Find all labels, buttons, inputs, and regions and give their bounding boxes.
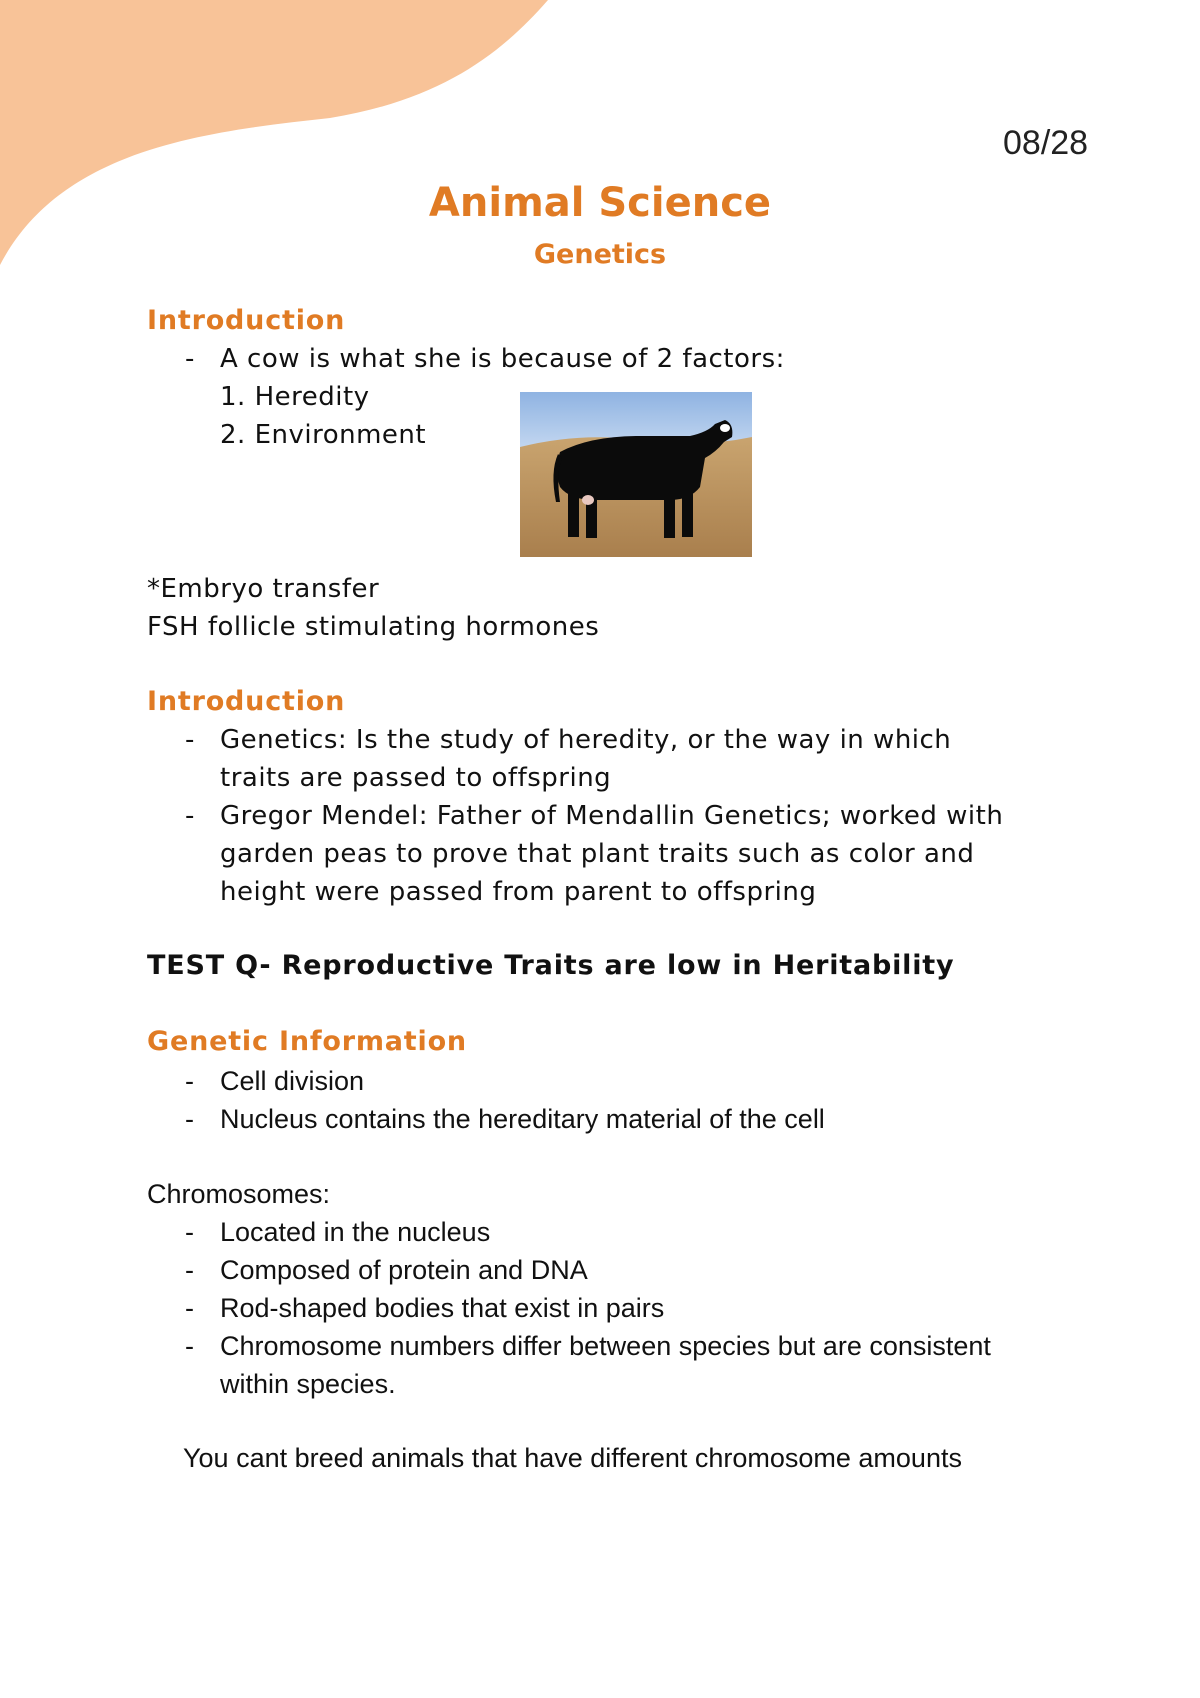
bullet-dash: -	[185, 1331, 194, 1361]
bullet-dash: -	[185, 1293, 194, 1323]
bullet-mendel-line1: Gregor Mendel: Father of Mendallin Genetics; worked with	[220, 801, 1004, 831]
page-title: Animal Science	[428, 180, 772, 226]
bullet-rod-shaped: Rod-shaped bodies that exist in pairs	[220, 1293, 665, 1323]
chromosomes-label: Chromosomes:	[147, 1179, 331, 1209]
bullet-nucleus: Nucleus contains the hereditary material of the cell	[220, 1104, 825, 1134]
bullet-composed: Composed of protein and DNA	[220, 1255, 588, 1285]
bullet-mendel-line2: garden peas to prove that plant traits such as color and	[220, 839, 975, 869]
decorative-corner-blob	[0, 0, 560, 270]
note-embryo-transfer: *Embryo transfer	[147, 574, 380, 604]
page-subtitle: Genetics	[533, 239, 667, 270]
bullet-dash: -	[185, 1255, 194, 1285]
bullet-located: Located in the nucleus	[220, 1217, 491, 1247]
section-heading-genetic-information: Genetic Information	[147, 1026, 467, 1057]
bullet-chromosome-numbers-line1: Chromosome numbers differ between species but are consistent	[220, 1331, 991, 1361]
numbered-item-heredity: 1. Heredity	[220, 382, 370, 412]
bullet-dash: -	[185, 344, 195, 374]
note-fsh: FSH follicle stimulating hormones	[147, 612, 600, 642]
bullet-genetics-line1: Genetics: Is the study of heredity, or the way in which	[220, 725, 952, 755]
bullet-dash: -	[185, 725, 195, 755]
bullet-dash: -	[185, 801, 195, 831]
bullet-dash: -	[185, 1066, 194, 1096]
bullet-chromosome-numbers-line2: within species.	[220, 1369, 396, 1399]
bullet-dash: -	[185, 1217, 194, 1247]
bullet-text: A cow is what she is because of 2 factors:	[220, 344, 785, 374]
test-question: TEST Q- Reproductive Traits are low in Heritability	[147, 950, 955, 981]
breeding-note: You cant breed animals that have different chromosome amounts	[183, 1443, 962, 1473]
bullet-dash: -	[185, 1104, 194, 1134]
date-label: 08/28	[1003, 124, 1089, 162]
cow-photo	[520, 392, 752, 557]
bullet-cell-division: Cell division	[220, 1066, 365, 1096]
section-heading-introduction-2: Introduction	[147, 686, 346, 717]
bullet-genetics-line2: traits are passed to offspring	[220, 763, 612, 793]
bullet-mendel-line3: height were passed from parent to offspring	[220, 877, 817, 907]
numbered-item-environment: 2. Environment	[220, 420, 427, 450]
section-heading-introduction: Introduction	[147, 305, 346, 336]
